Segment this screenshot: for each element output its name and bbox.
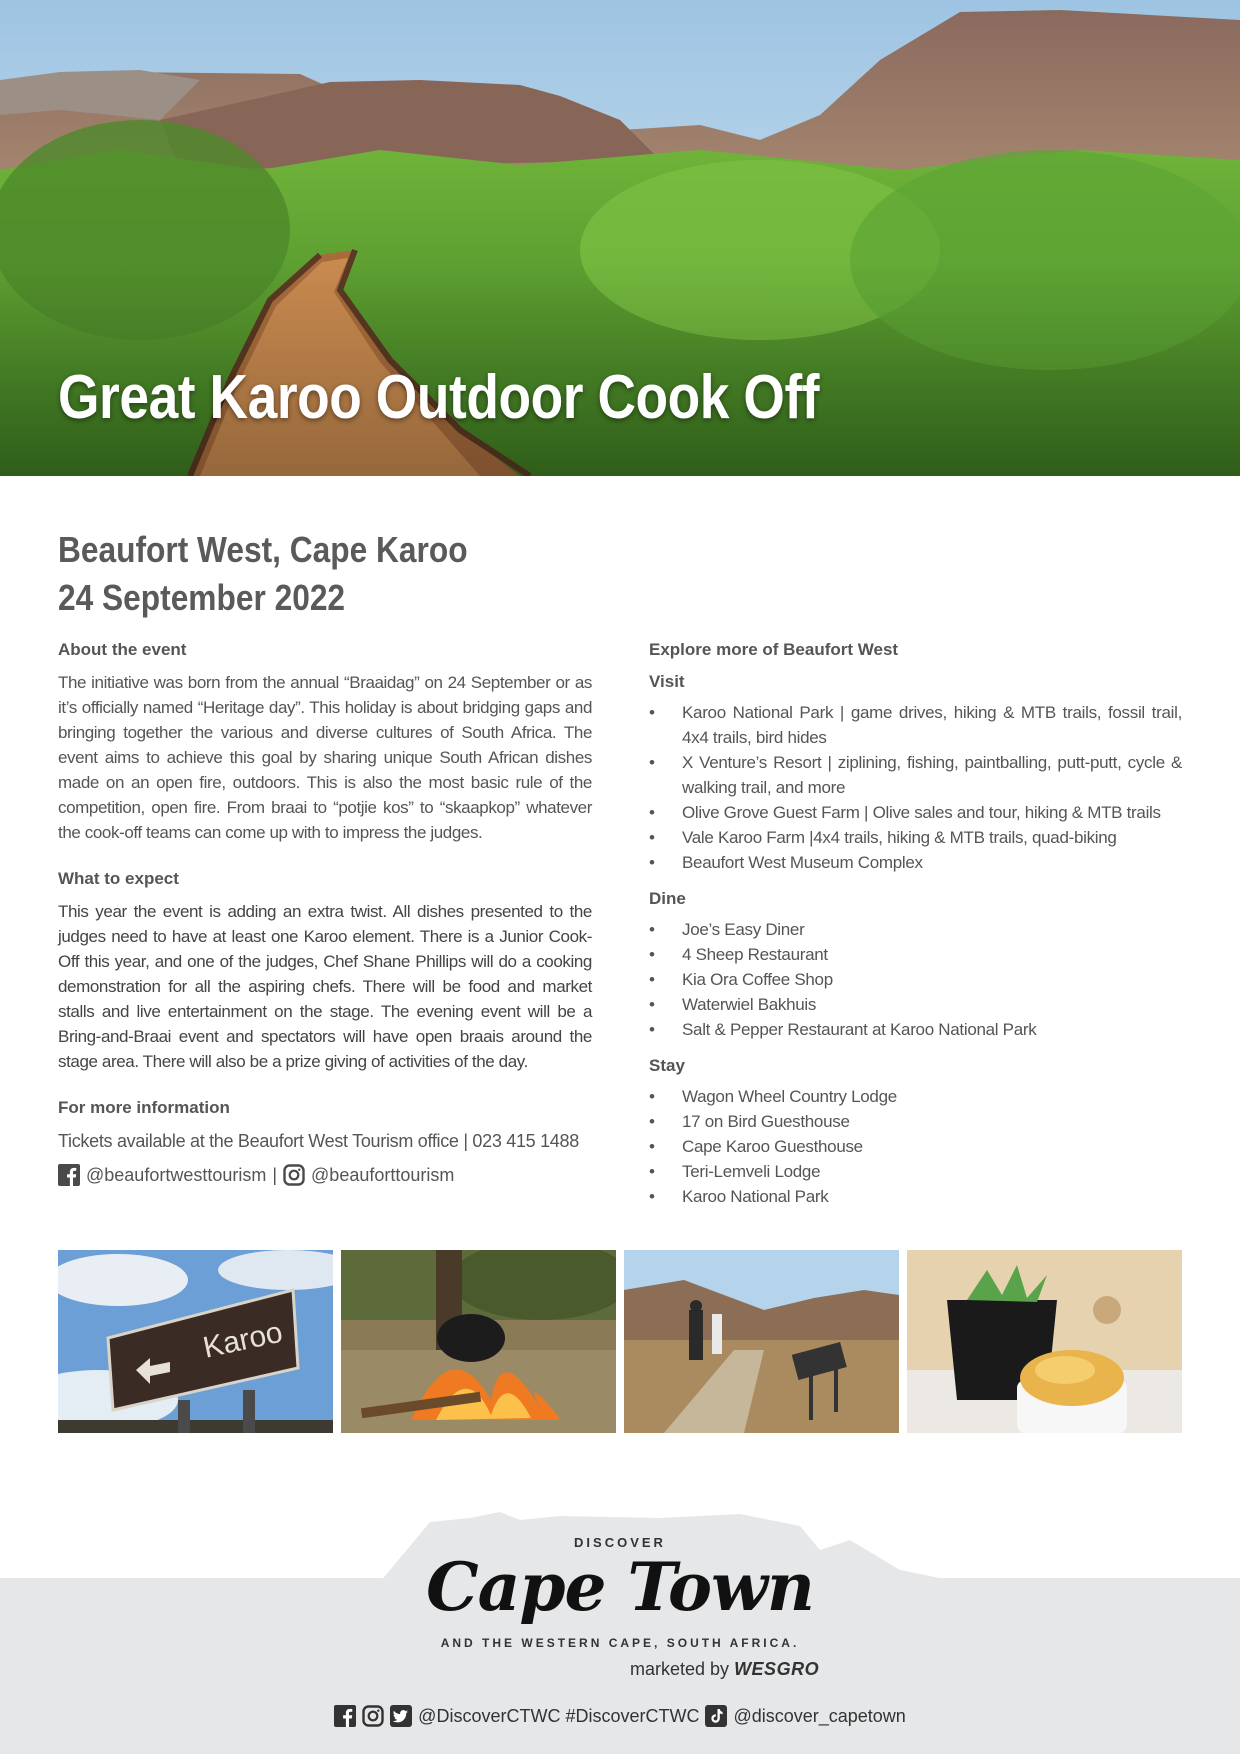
explore-heading: Explore more of Beaufort West: [649, 640, 899, 659]
left-column: [58, 638, 592, 1186]
marketed-prefix: marketed by: [630, 1659, 730, 1679]
tiktok-icon[interactable]: [705, 1705, 727, 1727]
list-item: • Teri-Lemveli Lodge: [649, 1159, 1182, 1184]
logo-tagline: AND THE WESTERN CAPE, SOUTH AFRICA.: [440, 1636, 800, 1650]
visit-heading: Visit: [649, 672, 685, 691]
facebook-icon[interactable]: [334, 1705, 356, 1727]
instagram-handle[interactable]: @beauforttourism: [311, 1164, 455, 1185]
instagram-icon[interactable]: [283, 1164, 305, 1186]
list-item: • Vale Karoo Farm |4x4 trails, hiking & MTB trails, quad-biking: [649, 825, 1182, 850]
list-item: • Karoo National Park | game drives, hiking & MTB trails, fossil trail, 4x4 trails, bird hides: [649, 700, 1182, 750]
list-item: • Olive Grove Guest Farm | Olive sales and tour, hiking & MTB trails: [649, 800, 1182, 825]
event-location: Beaufort West, Cape Karoo: [58, 529, 468, 570]
event-date: 24 September 2022: [58, 577, 346, 618]
karoo-sign-photo: [58, 1250, 333, 1433]
wesgro-logo: WESGRO: [734, 1659, 820, 1679]
photo-strip: [58, 1250, 1182, 1433]
stay-heading: Stay: [649, 1056, 685, 1075]
list-item: • Joe’s Easy Diner: [649, 917, 1182, 942]
list-item: • X Venture’s Resort | ziplining, fishing, paintballing, putt-putt, cycle & walking trail, and more: [649, 750, 1182, 800]
facebook-icon[interactable]: [58, 1164, 80, 1186]
dine-list: [649, 917, 1182, 1042]
potjie-fire-photo: [341, 1250, 616, 1433]
stay-list: [649, 1084, 1182, 1209]
list-item: • Wagon Wheel Country Lodge: [649, 1084, 1182, 1109]
logo-discover-text: DISCOVER: [574, 1535, 666, 1550]
footer-social-handle[interactable]: @DiscoverCTWC #DiscoverCTWC: [418, 1705, 700, 1726]
pie-and-succulent-photo: [907, 1250, 1182, 1433]
instagram-icon[interactable]: [362, 1705, 384, 1727]
list-item: • Waterwiel Bakhuis: [649, 992, 1182, 1017]
hero-banner: [0, 0, 1240, 476]
footer-social-links: [0, 1705, 1240, 1727]
list-item: • Karoo National Park: [649, 1184, 1182, 1209]
expect-heading: What to expect: [58, 869, 179, 888]
twitter-icon[interactable]: [390, 1705, 412, 1727]
list-item: • Beaufort West Museum Complex: [649, 850, 1182, 875]
list-item: • Salt & Pepper Restaurant at Karoo National Park: [649, 1017, 1182, 1042]
cape-town-logo: Cape Town: [426, 1548, 814, 1626]
facebook-handle[interactable]: @beaufortwesttourism: [86, 1164, 267, 1185]
visit-list: [649, 700, 1182, 875]
dine-heading: Dine: [649, 889, 686, 908]
list-item: • Kia Ora Coffee Shop: [649, 967, 1182, 992]
social-separator: |: [272, 1164, 278, 1185]
right-column: [649, 638, 1182, 1221]
walking-trail-photo: [624, 1250, 899, 1433]
sign-text: Karoo: [200, 1315, 286, 1365]
tickets-info: Tickets available at the Beaufort West Tourism office | 023 415 1488: [58, 1131, 579, 1151]
about-heading: About the event: [58, 640, 187, 659]
social-links: [58, 1164, 592, 1186]
page-title: Great Karoo Outdoor Cook Off: [58, 363, 820, 432]
list-item: • 4 Sheep Restaurant: [649, 942, 1182, 967]
list-item: • Cape Karoo Guesthouse: [649, 1134, 1182, 1159]
about-text: The initiative was born from the annual “Braaidag” on 24 September or as it’s officially named “Heritage day”. This holiday is about bridging gaps and bringing together the various and diverse cultures of South Africa. The event aims to achieve this goal by sharing unique South African dishes made on an open fire, outdoors. This is also the most basic rule of the competition, open fire. From braai to “potjie kos” to “skaapkop” whatever the cook-off teams can come up with to impress the judges.: [58, 673, 592, 842]
more-info-heading: For more information: [58, 1098, 230, 1117]
expect-text: This year the event is adding an extra twist. All dishes presented to the judges need to have at least one Karoo element. There is a Junior Cook-Off this year, and one of the judges, Chef Shane Phillips will do a cooking demonstration for all the aspiring chefs. There will be food and market stalls and live entertainment on the stage. The evening event will be a Bring-and-Braai event and spectators will have open braais around the stage area. There will also be a prize giving of activities of the day.: [58, 902, 592, 1071]
tiktok-handle[interactable]: @discover_capetown: [733, 1705, 906, 1726]
list-item: • 17 on Bird Guesthouse: [649, 1109, 1182, 1134]
marketed-by: [630, 1659, 819, 1680]
